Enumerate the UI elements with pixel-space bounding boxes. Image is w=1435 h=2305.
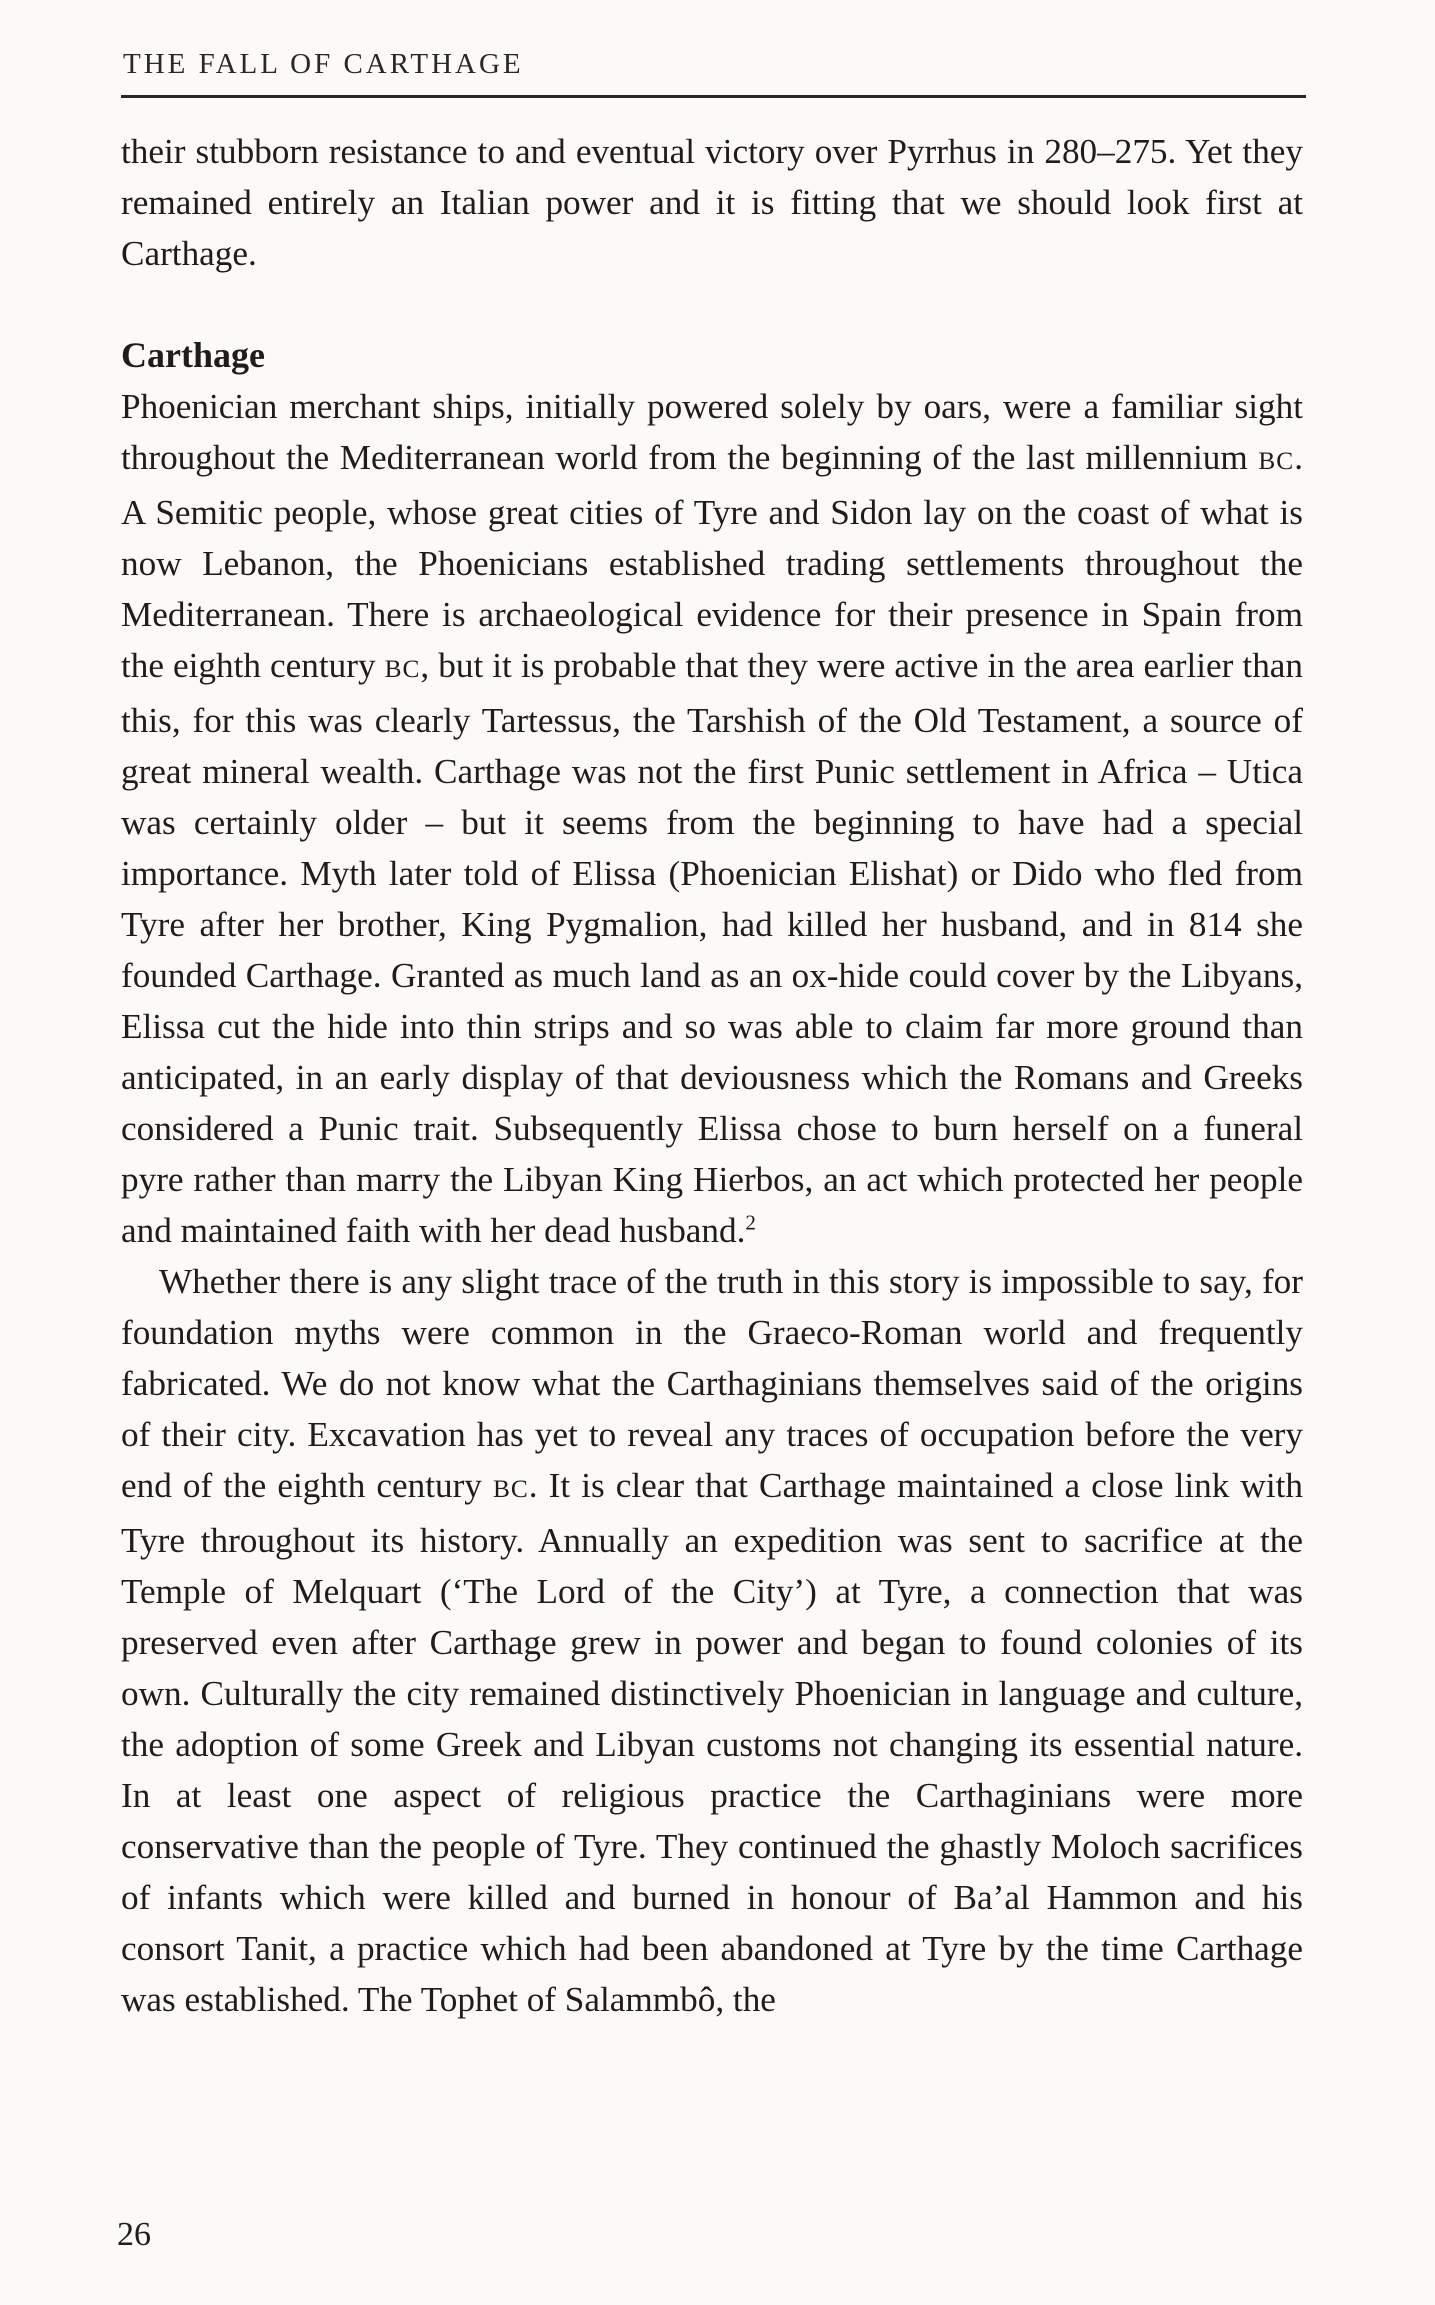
section-heading: Carthage <box>121 335 265 375</box>
running-head: THE FALL OF CARTHAGE <box>123 48 524 80</box>
era-abbrev: BC <box>384 655 421 683</box>
paragraph-1-text-b: . A Semitic people, whose great cities of Tyre and Sidon lay on the coast of what is now Lebanon, the Phoenicians established trading settlements throughout the Mediterranean. There is archaeological evidence for their presence in Spain from the eighth century <box>121 438 1303 685</box>
paragraph-1 <box>121 381 1303 1256</box>
paragraph-1-text-c: , but it is probable that they were active in the area earlier than this, for this was clearly Tartessus, the Tarshish of the Old Testament, a source of great mineral wealth. Carthage was not the first Punic settlement in Africa – Utica was certainly older – but it seems from the beginning to have had a special importance. Myth later told of Elissa (Phoenician Elishat) or Dido who fled from Tyre after her brother, King Pygmalion, had killed her husband, and in 814 she founded Carthage. Granted as much land as an ox-hide could cover by the Libyans, Elissa cut the hide into thin strips and so was able to claim far more ground than anticipated, in an early display of that deviousness which the Romans and Greeks considered a Punic trait. Subsequently Elissa chose to burn herself on a funeral pyre rather than marry the Libyan King Hierbos, an act which protected her people and maintained faith with her dead husband. <box>121 646 1304 1250</box>
paragraph-2-text-b: . It is clear that Carthage maintained a close link with Tyre throughout its history. Annually an expedition was sent to sacrifice at the Temple of Melquart (‘The Lord of the City’) at Tyre, a connection that was preserved even after Carthage grew in power and began to found colonies of its own. Culturally the city remained distinctively Phoenician in language and culture, the adoption of some Greek and Libyan customs not changing its essential nature. In at least one aspect of religious practice the Carthaginians were more conservative than the people of Tyre. They continued the ghastly Moloch sacrifices of infants which were killed and burned in honour of Ba’al Hammon and his consort Tanit, a practice which had been abandoned at Tyre by the time Carthage was established. The Tophet of Salammbô, the <box>121 1466 1303 2019</box>
body-text <box>121 126 1303 2025</box>
paragraph-1-text-a: Phoenician merchant ships, initially powered solely by oars, were a familiar sight throughout the Mediterranean world from the beginning of the last millennium <box>121 387 1303 477</box>
footnote-marker: 2 <box>745 1210 756 1235</box>
paragraph-2 <box>121 1256 1303 2025</box>
intro-paragraph: their stubborn resistance to and eventual victory over Pyrrhus in 280–275. Yet they remained entirely an Italian power and it is fitting that we should look first at Carthage. <box>121 132 1303 273</box>
page-number: 26 <box>117 2216 151 2253</box>
header-rule <box>121 95 1306 98</box>
paragraph-2-text-a: Whether there is any slight trace of the truth in this story is impossible to say, for foundation myths were common in the Graeco-Roman world and frequently fabricated. We do not know what the Carthaginians themselves said of the origins of their city. Excavation has yet to reveal any traces of occupation before the very end of the eighth century <box>121 1262 1303 1505</box>
era-abbrev: BC <box>1258 447 1295 475</box>
era-abbrev: BC <box>492 1475 529 1503</box>
